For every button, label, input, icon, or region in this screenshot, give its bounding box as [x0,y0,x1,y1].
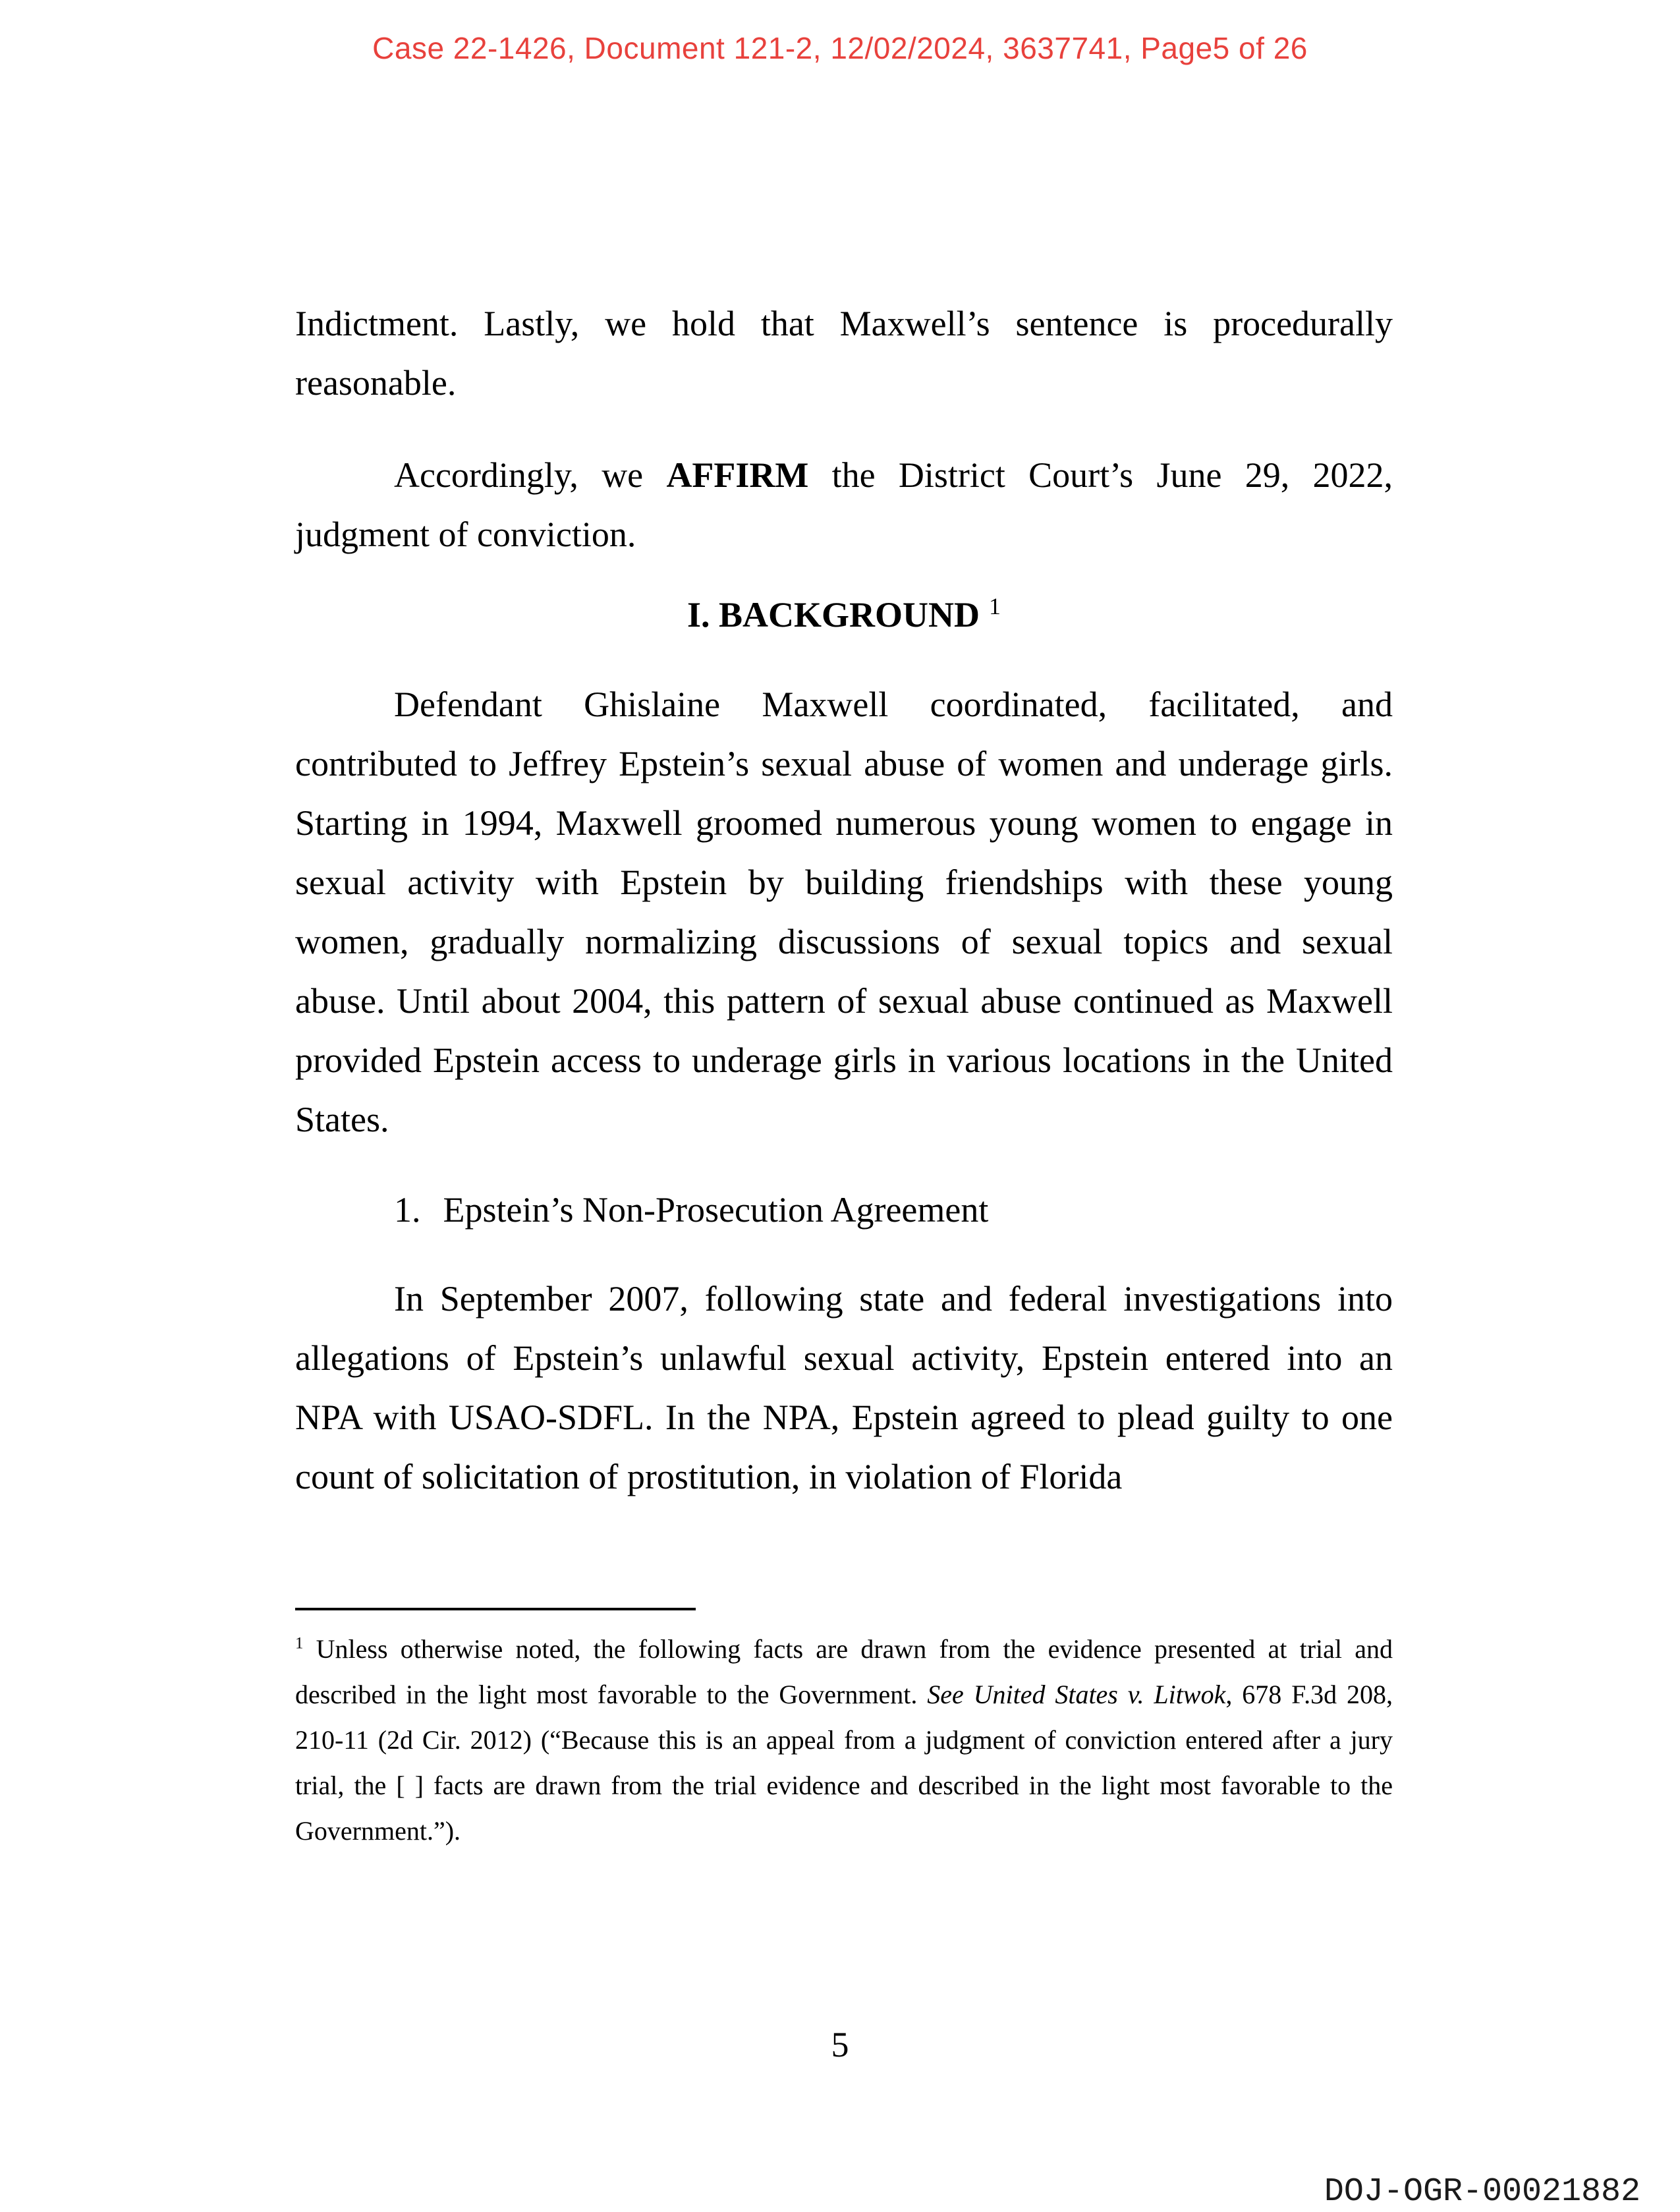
paragraph-background: Defendant Ghislaine Maxwell coordinated, facilitated, and contributed to Jeffrey Epstein’s sexual abuse of women and underage girls. Starting in 1994, Maxwell groomed numerous young women to engage in sexual activity with Epstein by building friendships with these young women, gradually normalizing discussions of sexual topics and sexual abuse. Until about 2004, this pattern of sexual abuse continued as Maxwell provided Epstein access to underage girls in various locations in the United States. [295,685,1393,1139]
page-number: 5 [831,2025,849,2064]
paragraph-affirm: Accordingly, we AFFIRM the District Court’s June 29, 2022, judgment of conviction. [295,455,1393,554]
bates-number: DOJ-OGR-00021882 [1324,2173,1640,2211]
section-heading [295,585,1393,644]
footnote-text: $^1$ Unless otherwise noted, the following facts are drawn from the evidence presented at trial and described in the light most favorable to the Government. See United States v. Litwok, 678 F.3d 208, 210-11 (2d Cir. 2012) (“Because this is an appeal from a judgment of conviction entered after a jury trial, the [ ] facts are drawn from the trial evidence and described in the light most favorable to the Government.”). [295,1634,1393,1846]
subsection-number: 1. [394,1190,421,1230]
subsection-heading [295,1180,1393,1239]
paragraph-holding: Indictment. Lastly, we hold that Maxwell’s sentence is procedurally reasonable. [295,304,1393,403]
paragraph-npa: In September 2007, following state and federal investigations into allegations of Epstein’s unlawful sexual activity, Epstein entered into an NPA with USAO-SDFL. In the NPA, Epstein agreed to plead guilty to one count of solicitation of prostitution, in violation of Florida [295,1279,1393,1496]
case-stamp-header: Case 22-1426, Document 121-2, 12/02/2024, 3637741, Page5 of 26 [372,31,1308,65]
section-heading-text: I. BACKGROUND [686,595,980,635]
subsection-title: Epstein’s Non-Prosecution Agreement [443,1190,989,1230]
footnote-separator-rule [295,1608,696,1610]
footnote-reference-mark: 1 [989,593,1001,619]
